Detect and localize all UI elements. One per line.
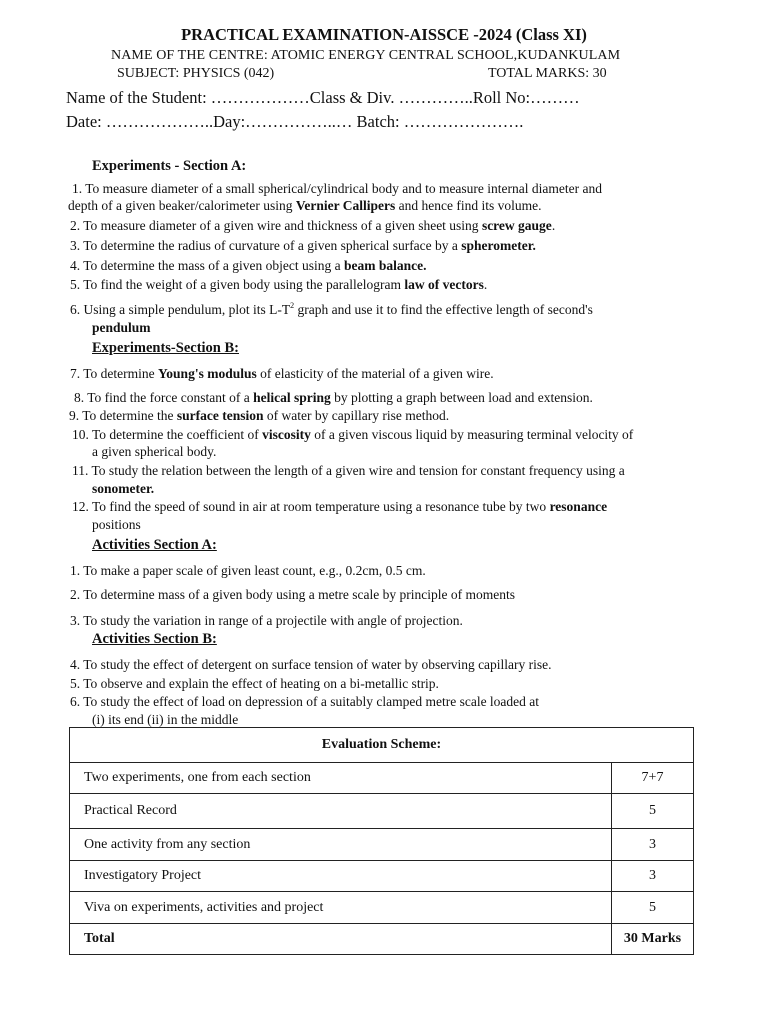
row-label: Investigatory Project: [70, 861, 612, 892]
section-heading-activities-b: Activities Section B:: [92, 631, 217, 647]
keyword-helical-spring: helical spring: [253, 390, 331, 405]
experiment-2: [70, 218, 555, 234]
keyword-spherometer: spherometer.: [461, 238, 536, 253]
section-heading-activities-a: Activities Section A:: [92, 537, 217, 553]
row-marks: 7+7: [612, 763, 694, 794]
subject-line: SUBJECT: PHYSICS (042): [117, 66, 275, 81]
centre-name: NAME OF THE CENTRE: ATOMIC ENERGY CENTRAL SCHOOL,KUDANKULAM: [111, 48, 621, 63]
table-total-row: [70, 924, 694, 955]
activity-4: 4. To study the effect of detergent on surface tension of water by observing capillary rise.: [70, 657, 552, 672]
text: 8. To find the force constant of a: [74, 390, 254, 405]
keyword-law-of-vectors: law of vectors: [404, 277, 484, 292]
row-marks: 3: [612, 829, 694, 861]
activity-3: 3. To study the variation in range of a projectile with angle of projection.: [70, 613, 463, 628]
row-marks: 5: [612, 892, 694, 924]
text: 5. To find the weight of a given body using the parallelogram: [70, 277, 405, 292]
table-row: [70, 794, 694, 829]
keyword-resonance: resonance: [549, 499, 608, 514]
keyword-surface-tension: surface tension: [176, 408, 264, 423]
experiment-10-line-2: a given spherical body.: [92, 444, 217, 459]
text: 2. To measure diameter of a given wire and thickness of a given sheet using: [70, 218, 482, 233]
text: of a given viscous liquid by measuring terminal velocity of: [310, 427, 634, 442]
activity-1: 1. To make a paper scale of given least count, e.g., 0.2cm, 0.5 cm.: [70, 563, 426, 578]
text: 10. To determine the coefficient of: [72, 427, 263, 442]
table-row: [70, 861, 694, 892]
row-marks: 5: [612, 794, 694, 829]
activity-5: 5. To observe and explain the effect of heating on a bi-metallic strip.: [70, 676, 439, 691]
text: .: [483, 277, 488, 292]
experiment-11-line-1: 11. To study the relation between the length of a given wire and tension for constant frequency using a: [72, 463, 625, 478]
keyword-sonometer: sonometer.: [92, 481, 155, 496]
experiment-7: [70, 366, 494, 382]
text: and hence find its volume.: [395, 198, 542, 213]
text: by plotting a graph between load and extension.: [330, 390, 593, 405]
superscript: 2: [290, 301, 295, 310]
text: of water by capillary rise method.: [263, 408, 450, 423]
experiment-3: [70, 238, 536, 254]
experiment-6-line-2: [92, 320, 151, 336]
experiment-9: [69, 408, 449, 424]
row-label: Two experiments, one from each section: [70, 763, 612, 794]
text: graph and use it to find the effective length of second's: [294, 302, 593, 317]
table-row: [70, 829, 694, 861]
experiment-4: [70, 258, 427, 274]
text: .: [551, 218, 556, 233]
student-details-line: Name of the Student: ………………Class & Div. …………..Roll No:………: [66, 88, 580, 107]
activity-2: 2. To determine mass of a given body using a metre scale by principle of moments: [70, 587, 515, 602]
text: 12. To find the speed of sound in air at room temperature using a resonance tube by two: [72, 499, 550, 514]
keyword-screw-gauge: screw gauge: [481, 218, 552, 233]
text: depth of a given beaker/calorimeter using: [68, 198, 296, 213]
text: 6. Using a simple pendulum, plot its L-T: [70, 302, 291, 317]
table-row: [70, 892, 694, 924]
keyword-vernier-callipers: Vernier Callipers: [295, 198, 396, 213]
section-heading-experiments-b: Experiments-Section B:: [92, 340, 239, 356]
keyword-beam-balance: beam balance.: [344, 258, 427, 273]
experiment-1-line-1: 1. To measure diameter of a small spherical/cylindrical body and to measure internal diameter and: [72, 181, 602, 196]
experiment-10-line-1: [72, 427, 633, 443]
evaluation-heading: Evaluation Scheme:: [70, 728, 694, 763]
text: 9. To determine the: [69, 408, 177, 423]
evaluation-scheme-table: [69, 727, 694, 955]
experiment-6-line-1: [70, 302, 593, 318]
activity-6-line-2: (i) its end (ii) in the middle: [92, 712, 239, 727]
row-label: Practical Record: [70, 794, 612, 829]
table-row: [70, 763, 694, 794]
experiment-1-line-2: [68, 198, 542, 214]
exam-title: PRACTICAL EXAMINATION-AISSCE -2024 (Class XI): [181, 25, 587, 44]
text: 4. To determine the mass of a given object using a: [70, 258, 344, 273]
total-label: Total: [70, 924, 612, 955]
row-marks: 3: [612, 861, 694, 892]
activity-6-line-1: 6. To study the effect of load on depression of a suitably clamped metre scale loaded at: [70, 694, 540, 709]
text: of elasticity of the material of a given wire.: [256, 366, 494, 381]
experiment-8: [74, 390, 593, 406]
keyword-youngs-modulus: Young's modulus: [158, 366, 257, 381]
keyword-viscosity: viscosity: [262, 427, 311, 442]
table-header-row: [70, 728, 694, 763]
total-marks: TOTAL MARKS: 30: [488, 66, 607, 81]
keyword-pendulum: pendulum: [92, 320, 151, 335]
total-marks-value: 30 Marks: [612, 924, 694, 955]
experiment-5: [70, 277, 487, 293]
text: 7. To determine: [70, 366, 159, 381]
experiment-11-line-2: [92, 481, 154, 497]
date-day-batch-line: Date: ………………..Day:……………..… Batch: ………………….: [66, 112, 524, 131]
row-label: One activity from any section: [70, 829, 612, 861]
section-heading-experiments-a: Experiments - Section A:: [92, 158, 247, 174]
row-label: Viva on experiments, activities and project: [70, 892, 612, 924]
text: 3. To determine the radius of curvature of a given spherical surface by a: [70, 238, 462, 253]
experiment-12-line-1: [72, 499, 607, 515]
experiment-12-line-2: positions: [92, 517, 141, 532]
